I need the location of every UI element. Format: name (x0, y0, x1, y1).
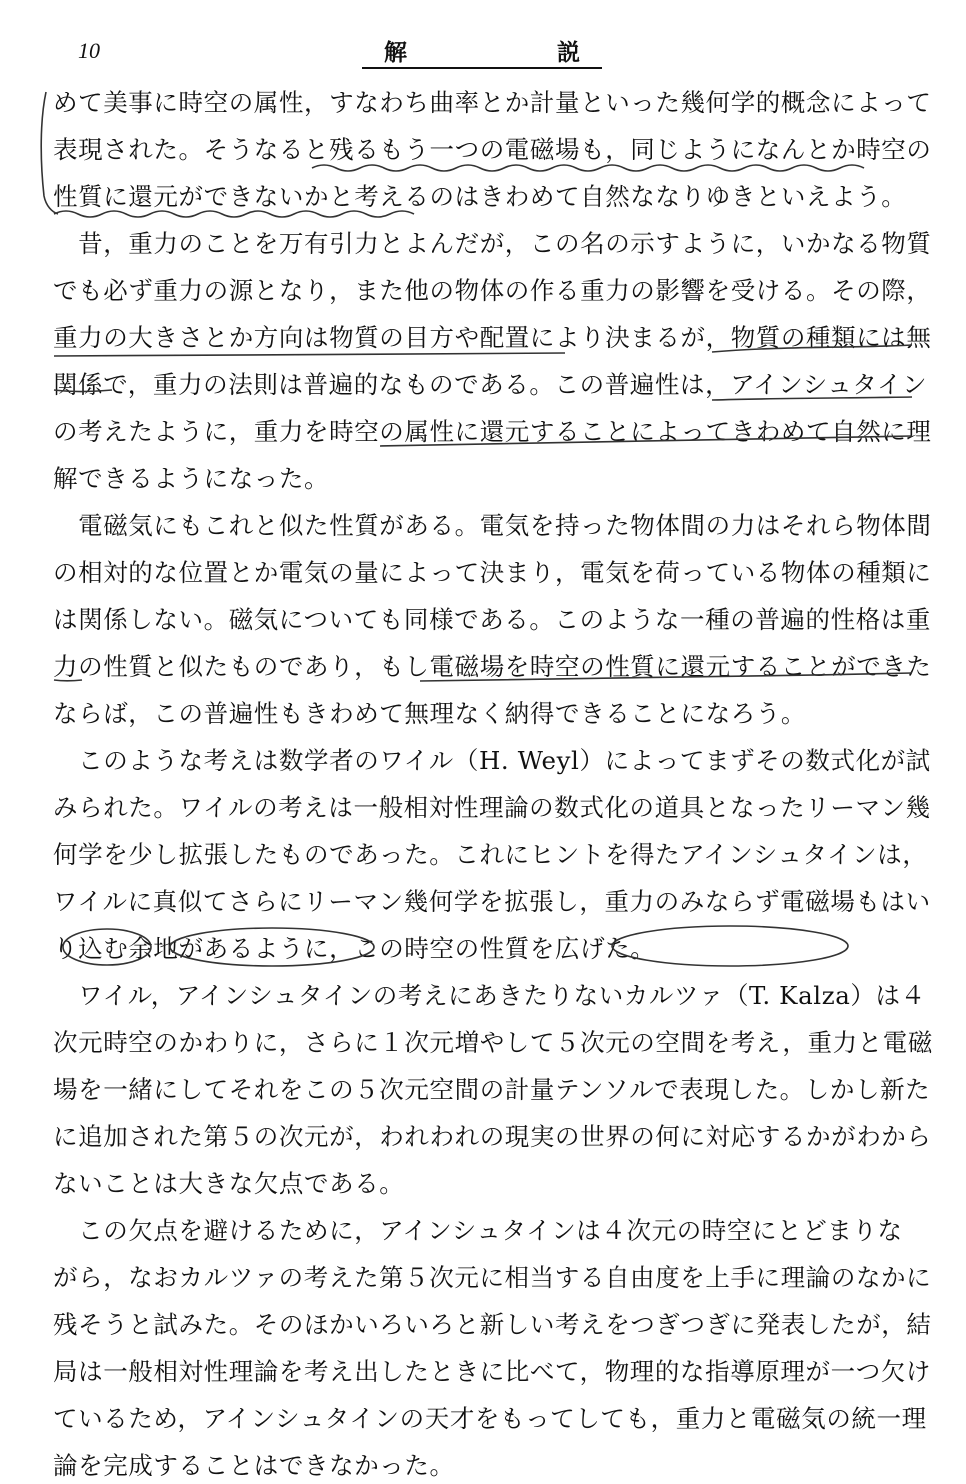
text-line: の考えたように，重力を時空の属性に還元することによってきわめて自然に理 (53, 417, 932, 446)
text-line: このような考えは数学者のワイル（H. Weyl）によってまずその数式化が試 (53, 746, 931, 775)
text-line: 何学を少し拡張したものであった。これにヒントを得たアインシュタインは， (53, 840, 928, 869)
text-line: めて美事に時空の属性，すなわち曲率とか計量といった幾何学的概念によって (53, 88, 932, 117)
text-line: 論を完成することはできなかった。 (53, 1451, 455, 1480)
text-line: この欠点を避けるために，アインシュタインは４次元の時空にとどまりな (53, 1216, 903, 1245)
text-line: ワイル，アインシュタインの考えにあきたりないカルツァ（T. Kalza）は４ (53, 981, 926, 1010)
text-line: 性質に還元ができないかと考えるのはきわめて自然ななりゆきといえよう。 (53, 182, 907, 211)
text-line: 場を一緒にしてそれをこの５次元空間の計量テンソルで表現した。しかし新た (53, 1075, 931, 1104)
text-line: 昔，重力のことを万有引力とよんだが，この名の示すように，いかなる物質 (53, 229, 932, 258)
text-line: 電磁気にもこれと似た性質がある。電気を持った物体間の力はそれら物体間 (53, 511, 932, 540)
text-line: がら，なおカルツァの考えた第５次元に相当する自由度を上手に理論のなかに (53, 1263, 932, 1292)
header-title-char-2: 説 (557, 39, 580, 66)
text-line: 次元時空のかわりに，さらに１次元増やして５次元の空間を考え，重力と電磁 (53, 1028, 933, 1057)
text-line: 解できるようになった。 (53, 464, 330, 493)
header-rule (362, 67, 602, 69)
running-header-title (362, 34, 602, 67)
text-line: 重力の大きさとか方向は物質の目方や配置により決まるが，物質の種類には無 (53, 323, 932, 352)
text-line: 残そうと試みた。そのほかいろいろと新しい考えをつぎつぎに発表したが，結 (53, 1310, 932, 1339)
text-line: 表現された。そうなると残るもう一つの電磁場も，同じようになんとか時空の (53, 135, 932, 164)
text-line: 関係で，重力の法則は普遍的なものである。この普遍性は，アインシュタイン (53, 370, 928, 399)
text-line: の相対的な位置とか電気の量によって決まり，電気を荷っている物体の種類に (53, 558, 932, 587)
text-line: 力の性質と似たものであり，もし電磁場を時空の性質に還元することができた (53, 652, 932, 681)
text-line: みられた。ワイルの考えは一般相対性理論の数式化の道具となったリーマン幾 (53, 793, 931, 822)
text-line: でも必ず重力の源となり，また他の物体の作る重力の影響を受ける。その際， (53, 276, 932, 305)
text-line: 局は一般相対性理論を考え出したときに比べて，物理的な指導原理が一つ欠け (53, 1357, 932, 1386)
text-line: は関係しない。磁気についても同様である。このような一種の普遍的性格は重 (53, 605, 932, 634)
text-line: ワイルに真似てさらにリーマン幾何学を拡張し，重力のみならず電磁場もはい (53, 887, 931, 916)
header-title-char-1: 解 (384, 39, 407, 66)
text-line: に追加された第５の次元が，われわれの現実の世界の何に対応するかがわから (53, 1122, 932, 1151)
text-line: り込む余地があるように，この時空の性質を広げた。 (53, 934, 656, 963)
text-line: ならば，この普遍性もきわめて無理なく納得できることになろう。 (53, 699, 806, 728)
text-line: ているため，アインシュタインの天才をもってしても，重力と電磁気の統一理 (53, 1404, 927, 1433)
page-number: 10 (78, 38, 100, 63)
text-line: ないことは大きな欠点である。 (53, 1169, 405, 1198)
